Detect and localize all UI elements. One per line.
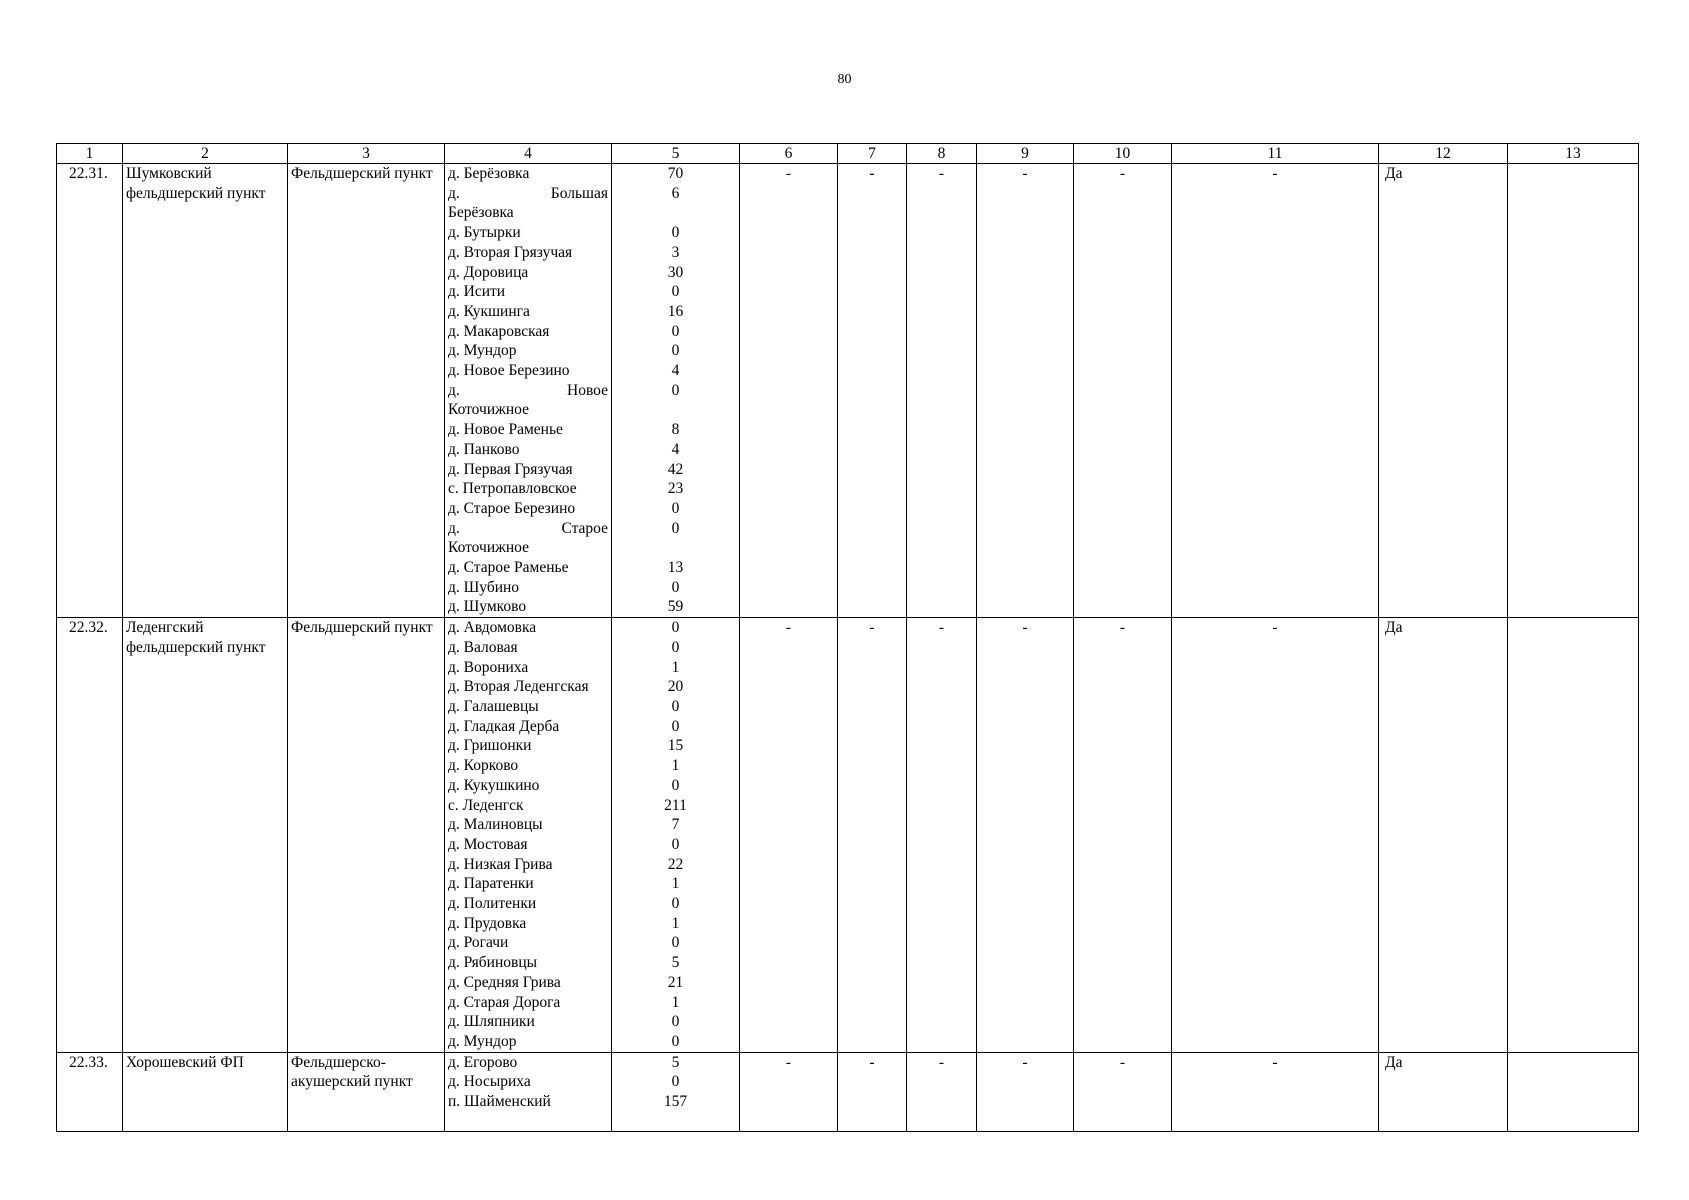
col-header-9: 9	[977, 144, 1074, 164]
cell-col-10: -	[1074, 164, 1172, 618]
village-name: д. Корково	[448, 757, 519, 775]
village-name: д. Авдомовка	[448, 619, 537, 637]
population-value: 0	[671, 1073, 680, 1091]
facility-name: Шумковский фельдшерский пункт	[123, 164, 288, 618]
population-spacer	[615, 400, 736, 420]
village-name: д. Рябиновцы	[448, 954, 538, 972]
village-name-part: д. Новое	[448, 381, 608, 399]
population-value: 15	[667, 737, 684, 755]
population-value: 0	[671, 322, 680, 340]
col-header-4: 4	[445, 144, 612, 164]
facility-type: Фельдшерский пункт	[288, 618, 445, 1052]
population-value: 0	[671, 835, 680, 853]
population-value: 8	[671, 421, 680, 439]
village-name: с. Леденгск	[448, 796, 524, 814]
population-value: 0	[671, 283, 680, 301]
col-header-12: 12	[1379, 144, 1508, 164]
village-name: д. Старое Березино	[448, 499, 576, 517]
village-name: д. Шумково	[448, 598, 527, 616]
village-name: д. Первая Грязучая	[448, 460, 573, 478]
population-list	[612, 164, 740, 618]
cell-col-6: -	[740, 164, 838, 618]
village-name: д. Бутырки	[448, 224, 521, 242]
village-name: д. Старое Раменье	[448, 559, 569, 577]
cell-col-10: -	[1074, 618, 1172, 1052]
facility-type: Фельдшерско-акушерский пункт	[288, 1052, 445, 1132]
population-value: 0	[671, 342, 680, 360]
cell-col-13	[1508, 164, 1639, 618]
village-name-part: Коточижное	[448, 401, 529, 419]
village-name-part: Берёзовка	[448, 204, 514, 222]
population-spacer	[615, 203, 736, 223]
population-value: 30	[667, 263, 684, 281]
population-value: 157	[663, 1093, 688, 1111]
village-name: с. Петропавловское	[448, 480, 577, 498]
population-value: 0	[671, 1032, 680, 1050]
facilities-table	[56, 143, 1639, 1132]
population-value: 42	[667, 460, 684, 478]
village-name: д. Шляпники	[448, 1013, 535, 1031]
cell-col-6: -	[740, 1052, 838, 1132]
facility-name: Леденгский фельдшерский пункт	[123, 618, 288, 1052]
col-header-11: 11	[1172, 144, 1379, 164]
village-spacer	[448, 1112, 608, 1132]
village-name: д. Панково	[448, 440, 520, 458]
population-value: 1	[671, 914, 680, 932]
row-number: 22.32.	[57, 618, 123, 1052]
population-value: 1	[671, 757, 680, 775]
cell-col-7: -	[838, 1052, 907, 1132]
village-name: д. Вторая Грязучая	[448, 243, 573, 261]
village-name: д. Шубино	[448, 578, 520, 596]
col-header-7: 7	[838, 144, 907, 164]
cell-col-13	[1508, 1052, 1639, 1132]
village-name-part: д. Старое	[448, 519, 608, 537]
cell-col-8: -	[907, 1052, 977, 1132]
cell-col-9: -	[977, 164, 1074, 618]
population-value: 0	[671, 381, 680, 399]
population-value: 21	[667, 973, 684, 991]
population-value: 59	[667, 598, 684, 616]
village-name: д. Политенки	[448, 895, 537, 913]
population-list	[612, 618, 740, 1052]
population-value: 0	[671, 638, 680, 656]
population-value: 1	[671, 658, 680, 676]
col-header-5: 5	[612, 144, 740, 164]
village-name: д. Егорово	[448, 1053, 518, 1071]
village-name: д. Вторая Леденгская	[448, 678, 589, 696]
cell-col-7: -	[838, 164, 907, 618]
cell-col-11: -	[1172, 618, 1379, 1052]
population-value: 22	[667, 855, 684, 873]
village-name: д. Новое Березино	[448, 362, 570, 380]
population-value: 0	[671, 578, 680, 596]
village-name: д. Низкая Грива	[448, 855, 553, 873]
row-number: 22.33.	[57, 1052, 123, 1132]
page-number: 80	[837, 72, 852, 87]
population-value: 0	[671, 697, 680, 715]
cell-col-7: -	[838, 618, 907, 1052]
village-name: д. Мундор	[448, 342, 517, 360]
population-value: 0	[671, 895, 680, 913]
village-name: д. Берёзовка	[448, 165, 530, 182]
village-name: д. Носыриха	[448, 1073, 531, 1091]
population-value: 0	[671, 499, 680, 517]
facility-name: Хорошевский ФП	[123, 1052, 288, 1132]
village-name: д. Паратенки	[448, 875, 534, 893]
village-name: д. Валовая	[448, 638, 518, 656]
village-name: д. Средняя Грива	[448, 973, 561, 991]
col-header-3: 3	[288, 144, 445, 164]
village-name: д. Гладкая Дерба	[448, 717, 560, 735]
population-value: 0	[671, 519, 680, 537]
population-value: 1	[671, 993, 680, 1011]
population-value: 13	[667, 559, 684, 577]
cell-col-8: -	[907, 618, 977, 1052]
facility-type: Фельдшерский пункт	[288, 164, 445, 618]
population-value: 0	[671, 619, 680, 637]
population-value: 0	[671, 717, 680, 735]
population-value: 4	[671, 362, 680, 380]
cell-col-12: Да	[1379, 164, 1508, 618]
table-row	[57, 1052, 1639, 1132]
population-value: 23	[667, 480, 684, 498]
population-value: 70	[667, 165, 684, 182]
population-value: 0	[671, 776, 680, 794]
village-name-part: д. Большая	[448, 184, 608, 202]
population-value: 6	[671, 184, 680, 202]
village-name: д. Ворониха	[448, 658, 529, 676]
population-spacer	[615, 538, 736, 558]
column-number-row	[57, 144, 1639, 164]
population-value: 0	[671, 1013, 680, 1031]
cell-col-12: Да	[1379, 618, 1508, 1052]
population-value: 16	[667, 302, 684, 320]
cell-col-13	[1508, 618, 1639, 1052]
village-name: д. Мостовая	[448, 835, 528, 853]
table-row	[57, 618, 1639, 1052]
village-name: д. Макаровская	[448, 322, 550, 340]
cell-col-8: -	[907, 164, 977, 618]
cell-col-11: -	[1172, 164, 1379, 618]
village-name: д. Кукушкино	[448, 776, 540, 794]
village-name: д. Кукшинга	[448, 302, 530, 320]
col-header-10: 10	[1074, 144, 1172, 164]
population-value: 4	[671, 440, 680, 458]
cell-col-11: -	[1172, 1052, 1379, 1132]
population-value: 1	[671, 875, 680, 893]
village-name: п. Шайменский	[448, 1093, 551, 1111]
col-header-6: 6	[740, 144, 838, 164]
village-name: д. Новое Раменье	[448, 421, 563, 439]
population-value: 7	[671, 816, 680, 834]
population-value: 0	[671, 934, 680, 952]
row-number: 22.31.	[57, 164, 123, 618]
population-value: 20	[667, 678, 684, 696]
village-list	[445, 1052, 612, 1132]
cell-col-6: -	[740, 618, 838, 1052]
population-value: 211	[664, 796, 687, 814]
col-header-2: 2	[123, 144, 288, 164]
col-header-8: 8	[907, 144, 977, 164]
population-value: 5	[671, 954, 680, 972]
cell-col-9: -	[977, 1052, 1074, 1132]
village-name: д. Старая Дорога	[448, 993, 561, 1011]
population-value: 0	[671, 224, 680, 242]
village-list	[445, 618, 612, 1052]
cell-col-10: -	[1074, 1052, 1172, 1132]
village-name: д. Исити	[448, 283, 506, 301]
col-header-1: 1	[57, 144, 123, 164]
village-name: д. Малиновцы	[448, 816, 543, 834]
village-name: д. Гришонки	[448, 737, 532, 755]
village-list	[445, 164, 612, 618]
village-name-part: Коточижное	[448, 539, 529, 557]
cell-col-9: -	[977, 618, 1074, 1052]
col-header-13: 13	[1508, 144, 1639, 164]
cell-col-12: Да	[1379, 1052, 1508, 1132]
village-name: д. Доровица	[448, 263, 529, 281]
population-value: 5	[671, 1053, 680, 1071]
village-name: д. Прудовка	[448, 914, 527, 932]
village-name: д. Галашевцы	[448, 697, 539, 715]
table-row	[57, 164, 1639, 618]
population-list	[612, 1052, 740, 1132]
village-name: д. Рогачи	[448, 934, 509, 952]
population-value: 3	[671, 243, 680, 261]
village-name: д. Мундор	[448, 1032, 517, 1050]
